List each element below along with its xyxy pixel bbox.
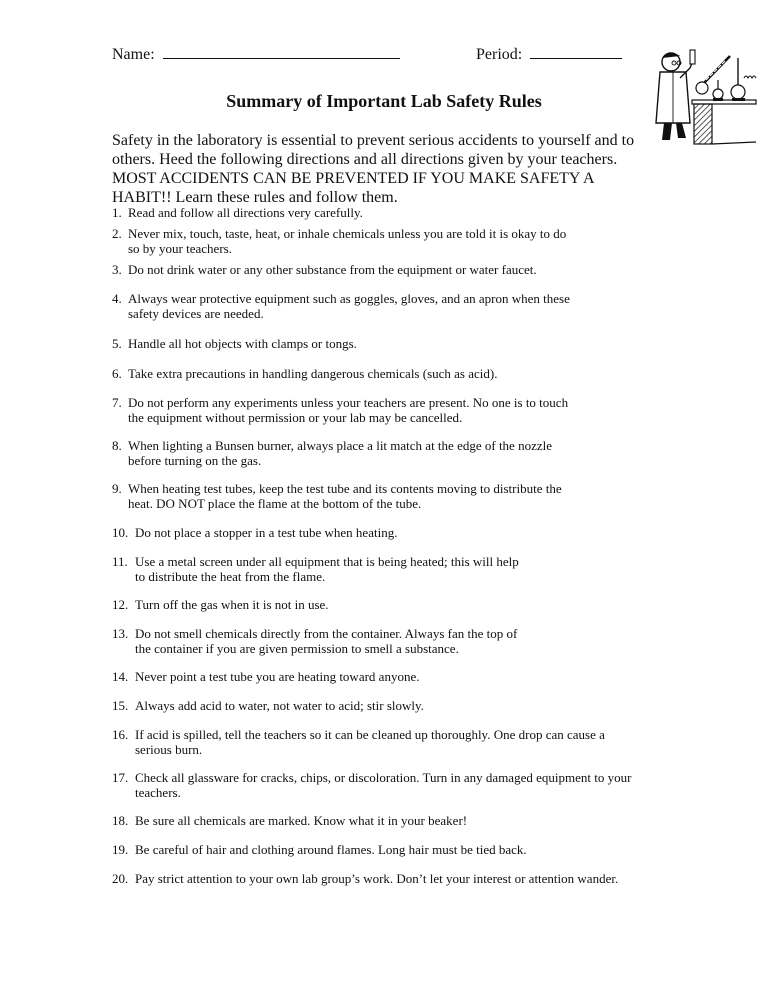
rule-number: 2.: [112, 226, 122, 241]
rule-number: 8.: [112, 438, 122, 453]
rule-item: [112, 669, 592, 684]
rule-item: [112, 871, 652, 886]
rule-text: When lighting a Bunsen burner, always place a lit match at the edge of the nozzle before turning on the gas.: [128, 438, 552, 468]
rule-text: Handle all hot objects with clamps or tongs.: [128, 336, 357, 351]
name-field: [112, 43, 400, 65]
rule-number: 14.: [112, 669, 129, 684]
rule-item: [112, 554, 532, 584]
rule-number: 20.: [112, 871, 129, 886]
period-label: Period:: [476, 46, 523, 63]
rule-text: Do not place a stopper in a test tube when heating.: [135, 525, 398, 540]
rule-text: Always wear protective equipment such as goggles, gloves, and an apron when these safety devices are needed.: [128, 291, 570, 321]
rule-item: [112, 205, 592, 220]
intro-paragraph: Safety in the laboratory is essential to prevent serious accidents to yourself and to others. Heed the following directions and all directions given by your teachers. MOST ACCIDENTS CAN BE PREVENTED IF YOU MAKE SAFETY A HABIT!! Learn these rules and follow them.: [112, 132, 635, 206]
rule-item: [112, 842, 637, 857]
rule-text: Be careful of hair and clothing around flames. Long hair must be tied back.: [135, 842, 527, 857]
rule-item: [112, 262, 592, 277]
rule-item: [112, 395, 572, 425]
rule-item: [112, 226, 572, 256]
name-blank-line: [163, 43, 400, 59]
rule-text: Do not smell chemicals directly from the container. Always fan the top of the container if you are given permission to smell a substance.: [135, 626, 518, 656]
rule-text: Never mix, touch, taste, heat, or inhale chemicals unless you are told it is okay to do so by your teachers.: [128, 226, 567, 256]
rule-text: Pay strict attention to your own lab group’s work. Don’t let your interest or attention wander.: [135, 871, 619, 886]
rule-number: 1.: [112, 205, 122, 220]
rule-number: 16.: [112, 727, 129, 742]
rule-number: 12.: [112, 597, 129, 612]
rule-number: 17.: [112, 770, 129, 785]
rule-item: [112, 481, 572, 511]
rule-item: [112, 291, 572, 321]
rule-item: [112, 770, 637, 800]
rule-item: [112, 727, 637, 757]
rule-text: Do not drink water or any other substance from the equipment or water faucet.: [128, 262, 537, 277]
rule-number: 4.: [112, 291, 122, 306]
rule-text: Read and follow all directions very carefully.: [128, 205, 363, 220]
rule-item: [112, 366, 592, 381]
rule-number: 6.: [112, 366, 122, 381]
rule-number: 5.: [112, 336, 122, 351]
name-label: Name:: [112, 46, 155, 63]
rule-text: If acid is spilled, tell the teachers so it can be cleaned up thoroughly. One drop can cause a serious burn.: [135, 727, 605, 757]
rule-text: Do not perform any experiments unless your teachers are present. No one is to touch the equipment without permission or your lab may be cancelled.: [128, 395, 569, 425]
period-field: [476, 43, 622, 65]
rule-item: [112, 626, 532, 656]
rule-item: [112, 336, 592, 351]
rule-number: 15.: [112, 698, 129, 713]
page-title: [0, 90, 768, 112]
rule-number: 19.: [112, 842, 129, 857]
rule-item: [112, 525, 592, 540]
rule-item: [112, 438, 562, 468]
rule-text: Never point a test tube you are heating toward anyone.: [135, 669, 420, 684]
period-blank-line: [530, 43, 622, 59]
rule-text: Turn off the gas when it is not in use.: [135, 597, 329, 612]
rule-number: 3.: [112, 262, 122, 277]
rule-number: 18.: [112, 813, 129, 828]
rule-text: Use a metal screen under all equipment that is being heated; this will help to distribute the heat from the flame.: [135, 554, 519, 584]
rule-number: 7.: [112, 395, 122, 410]
rule-item: [112, 813, 637, 828]
rule-text: Check all glassware for cracks, chips, or discoloration. Turn in any damaged equipment to your teachers.: [135, 770, 632, 800]
rule-number: 9.: [112, 481, 122, 496]
rule-text: Be sure all chemicals are marked. Know what it in your beaker!: [135, 813, 468, 828]
rule-text: Always add acid to water, not water to acid; stir slowly.: [135, 698, 424, 713]
rule-number: 10.: [112, 525, 129, 540]
rule-item: [112, 597, 592, 612]
rule-text: When heating test tubes, keep the test tube and its contents moving to distribute the heat. DO NOT place the flame at the bottom of the tube.: [128, 481, 562, 511]
rule-text: Take extra precautions in handling dangerous chemicals (such as acid).: [128, 366, 498, 381]
rule-number: 13.: [112, 626, 129, 641]
page-title-text: Summary of Important Lab Safety Rules: [226, 91, 542, 111]
rule-item: [112, 698, 592, 713]
scientist-illustration-icon: [650, 28, 760, 148]
rule-number: 11.: [112, 554, 128, 569]
